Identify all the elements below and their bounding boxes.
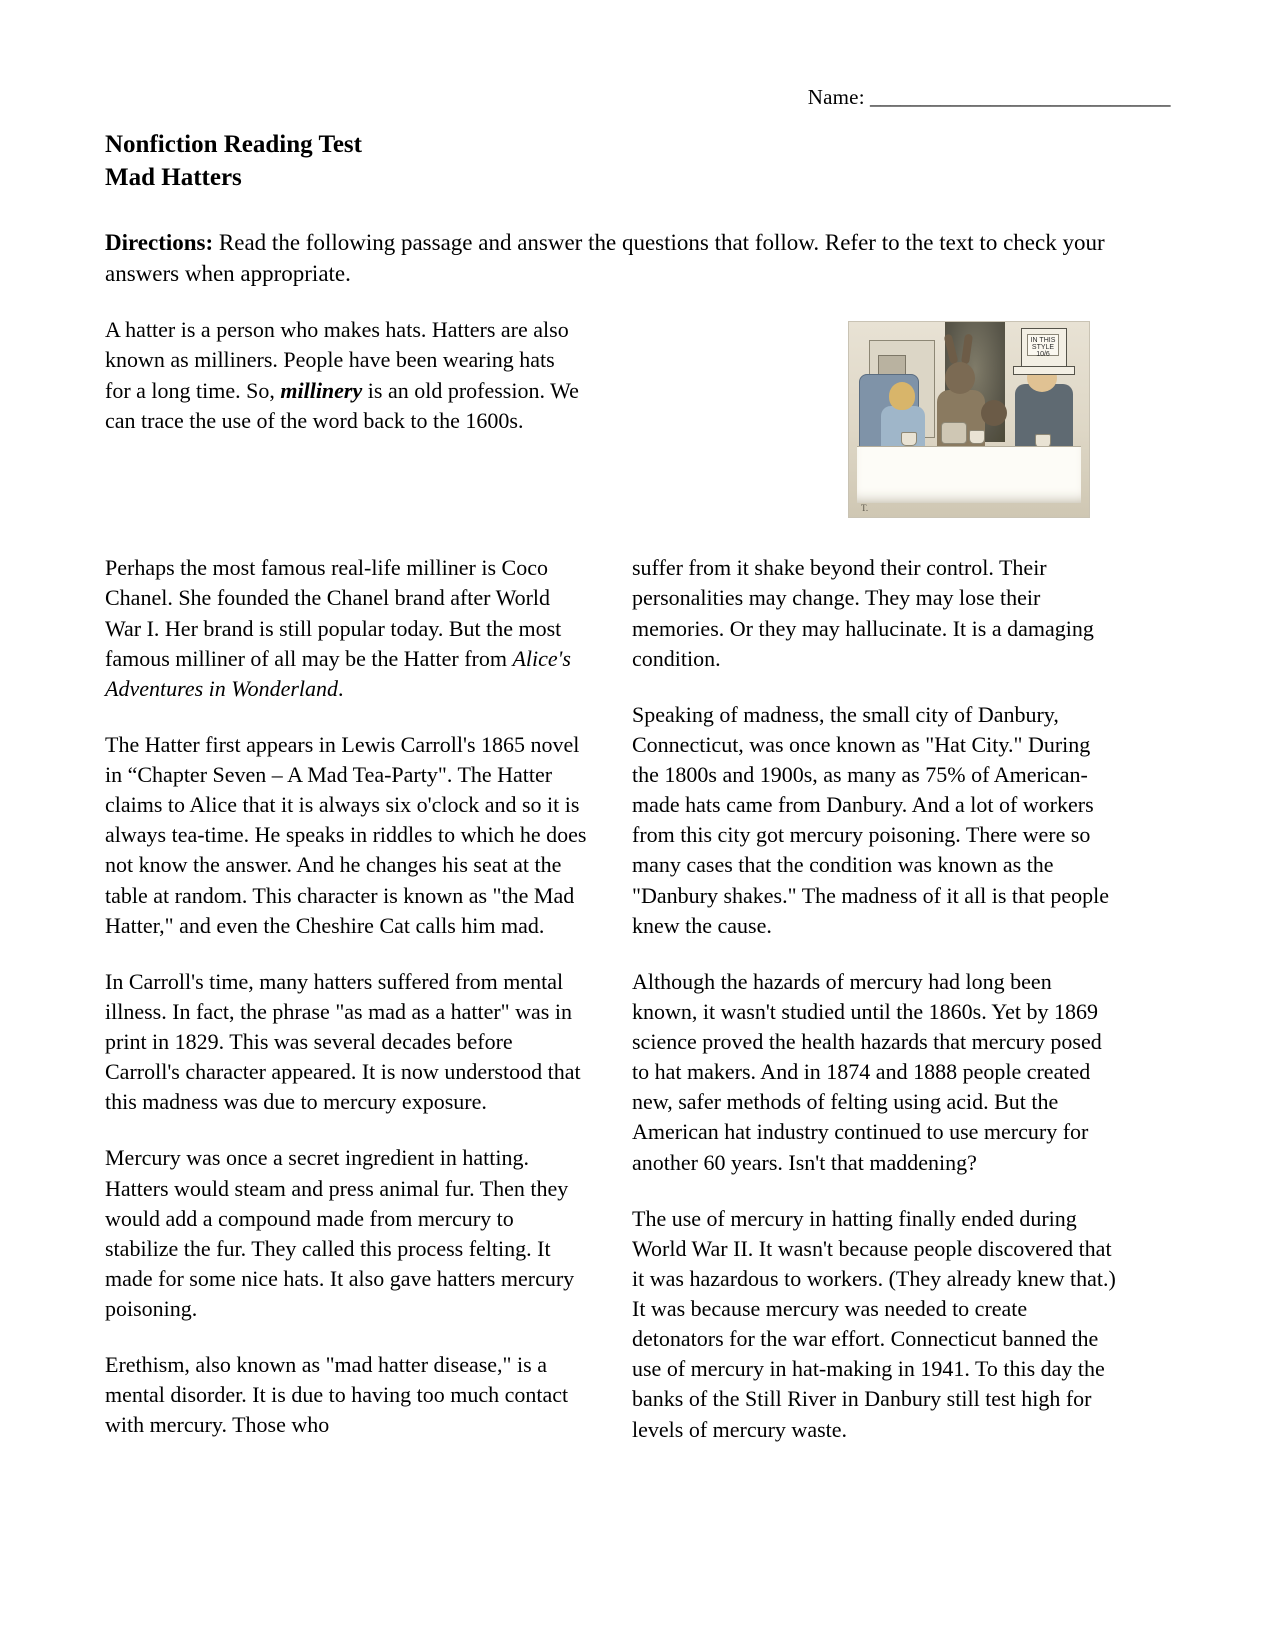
intro-emphasis-word: millinery xyxy=(280,377,363,403)
paragraph xyxy=(632,700,1117,941)
directions xyxy=(105,228,1170,289)
tea-table xyxy=(857,446,1081,503)
teacup-icon xyxy=(901,432,917,446)
paragraph xyxy=(105,967,590,1118)
paragraph-text: Although the hazards of mercury had long been known, it wasn't studied until the 1860s. Yet by 1869 science proved the health hazards that mercury posed to hat makers. And in 1874 and 1888 people created new, safer methods of felting using acid. But the American hat industry continued to use mercury for another 60 years. Isn't that maddening? xyxy=(632,968,1102,1175)
alice-head xyxy=(889,382,915,410)
passage-columns xyxy=(105,553,1170,1444)
directions-label: Directions: xyxy=(105,230,214,256)
paragraph-text: Mercury was once a secret ingredient in hatting. Hatters would steam and press animal fur. Then they would add a compound made from mercury to stabilize the fur. They called this process felting. It made for some nice hats. It also gave hatters mercury poisoning. xyxy=(105,1145,575,1322)
intro-text-part-1: A hatter is a person who makes hats. Hatters are also known as milliners. People have been wearing hats for a long time. So, xyxy=(105,317,569,403)
name-label: Name: xyxy=(807,85,865,109)
paragraph-italic: Alice's Adventures in Wonderland xyxy=(105,645,571,701)
paragraph-text: The use of mercury in hatting finally ended during World War II. It wasn't because people discovered that it was hazardous to workers. (They already knew that.) It was because mercury was needed to create detonators for the war effort. Connecticut banned the use of mercury in hat-making in 1941. To this day the banks of the Still River in Danbury still test high for levels of mercury waste. xyxy=(632,1205,1116,1442)
paragraph-text: The Hatter first appears in Lewis Carroll's 1865 novel in “Chapter Seven – A Mad Tea-Party". The Hatter claims to Alice that it is always six o'clock and so it is always tea-time. He speaks in riddles to which he does not know the answer. And he changes his seat at the table at random. This character is known as "the Mad Hatter," and even the Cheshire Cat calls him mad. xyxy=(105,731,587,938)
illustration-signature: T. xyxy=(861,503,869,514)
paragraph-text: In Carroll's time, many hatters suffered from mental illness. In fact, the phrase "as mad as a hatter" was in print in 1829. This was several decades before Carroll's character appeared. It is now understood that this madness was due to mercury exposure. xyxy=(105,968,581,1115)
top-hat-brim xyxy=(1013,366,1075,375)
paragraph-text: Speaking of madness, the small city of Danbury, Connecticut, was once known as "Hat City." During the 1800s and 1900s, as many as 75% of American-made hats came from Danbury. And a lot of workers from this city got mercury poisoning. There were so many cases that the condition was known as the "Danbury shakes." The madness of it all is that people knew the cause. xyxy=(632,701,1110,938)
paragraph xyxy=(632,967,1117,1178)
intro-paragraph xyxy=(105,315,585,436)
name-blank-line: ______________________________ xyxy=(870,85,1170,109)
paragraph-text: suffer from it shake beyond their control. Their personalities may change. They may lose their memories. Or they may hallucinate. It is a damaging condition. xyxy=(632,555,1094,671)
name-field-line xyxy=(105,85,1170,110)
directions-text: Read the following passage and answer the questions that follow. Refer to the text to check your answers when appropriate. xyxy=(105,230,1105,286)
page-title xyxy=(105,128,1170,194)
paragraph xyxy=(105,730,590,941)
left-column xyxy=(105,553,590,1444)
mad-tea-party-illustration xyxy=(848,321,1090,518)
paragraph xyxy=(105,553,590,704)
paragraph xyxy=(632,1204,1117,1445)
intro-text-part-2: is an old profession. We can trace the use of the word back to the 1600s. xyxy=(105,377,579,433)
paragraph xyxy=(105,1350,590,1440)
title-line-1: Nonfiction Reading Test xyxy=(105,131,362,159)
intro-section xyxy=(105,315,1170,525)
paragraph xyxy=(105,1143,590,1324)
title-line-2: Mad Hatters xyxy=(105,164,242,192)
right-column xyxy=(632,553,1117,1444)
paragraph-text: Perhaps the most famous real-life milliner is Coco Chanel. She founded the Chanel brand after World War I. Her brand is still popular today. But the most famous milliner of all may be the Hatter from xyxy=(105,555,562,671)
paragraph-text-end: . xyxy=(338,675,344,701)
teapot-icon xyxy=(941,422,967,444)
paragraph-text: Erethism, also known as "mad hatter disease," is a mental disorder. It is due to having too much contact with mercury. Those who xyxy=(105,1352,569,1438)
teacup-icon xyxy=(969,430,985,444)
paragraph xyxy=(632,553,1117,674)
hat-price-tag: IN THIS STYLE 10/6 xyxy=(1027,334,1059,356)
